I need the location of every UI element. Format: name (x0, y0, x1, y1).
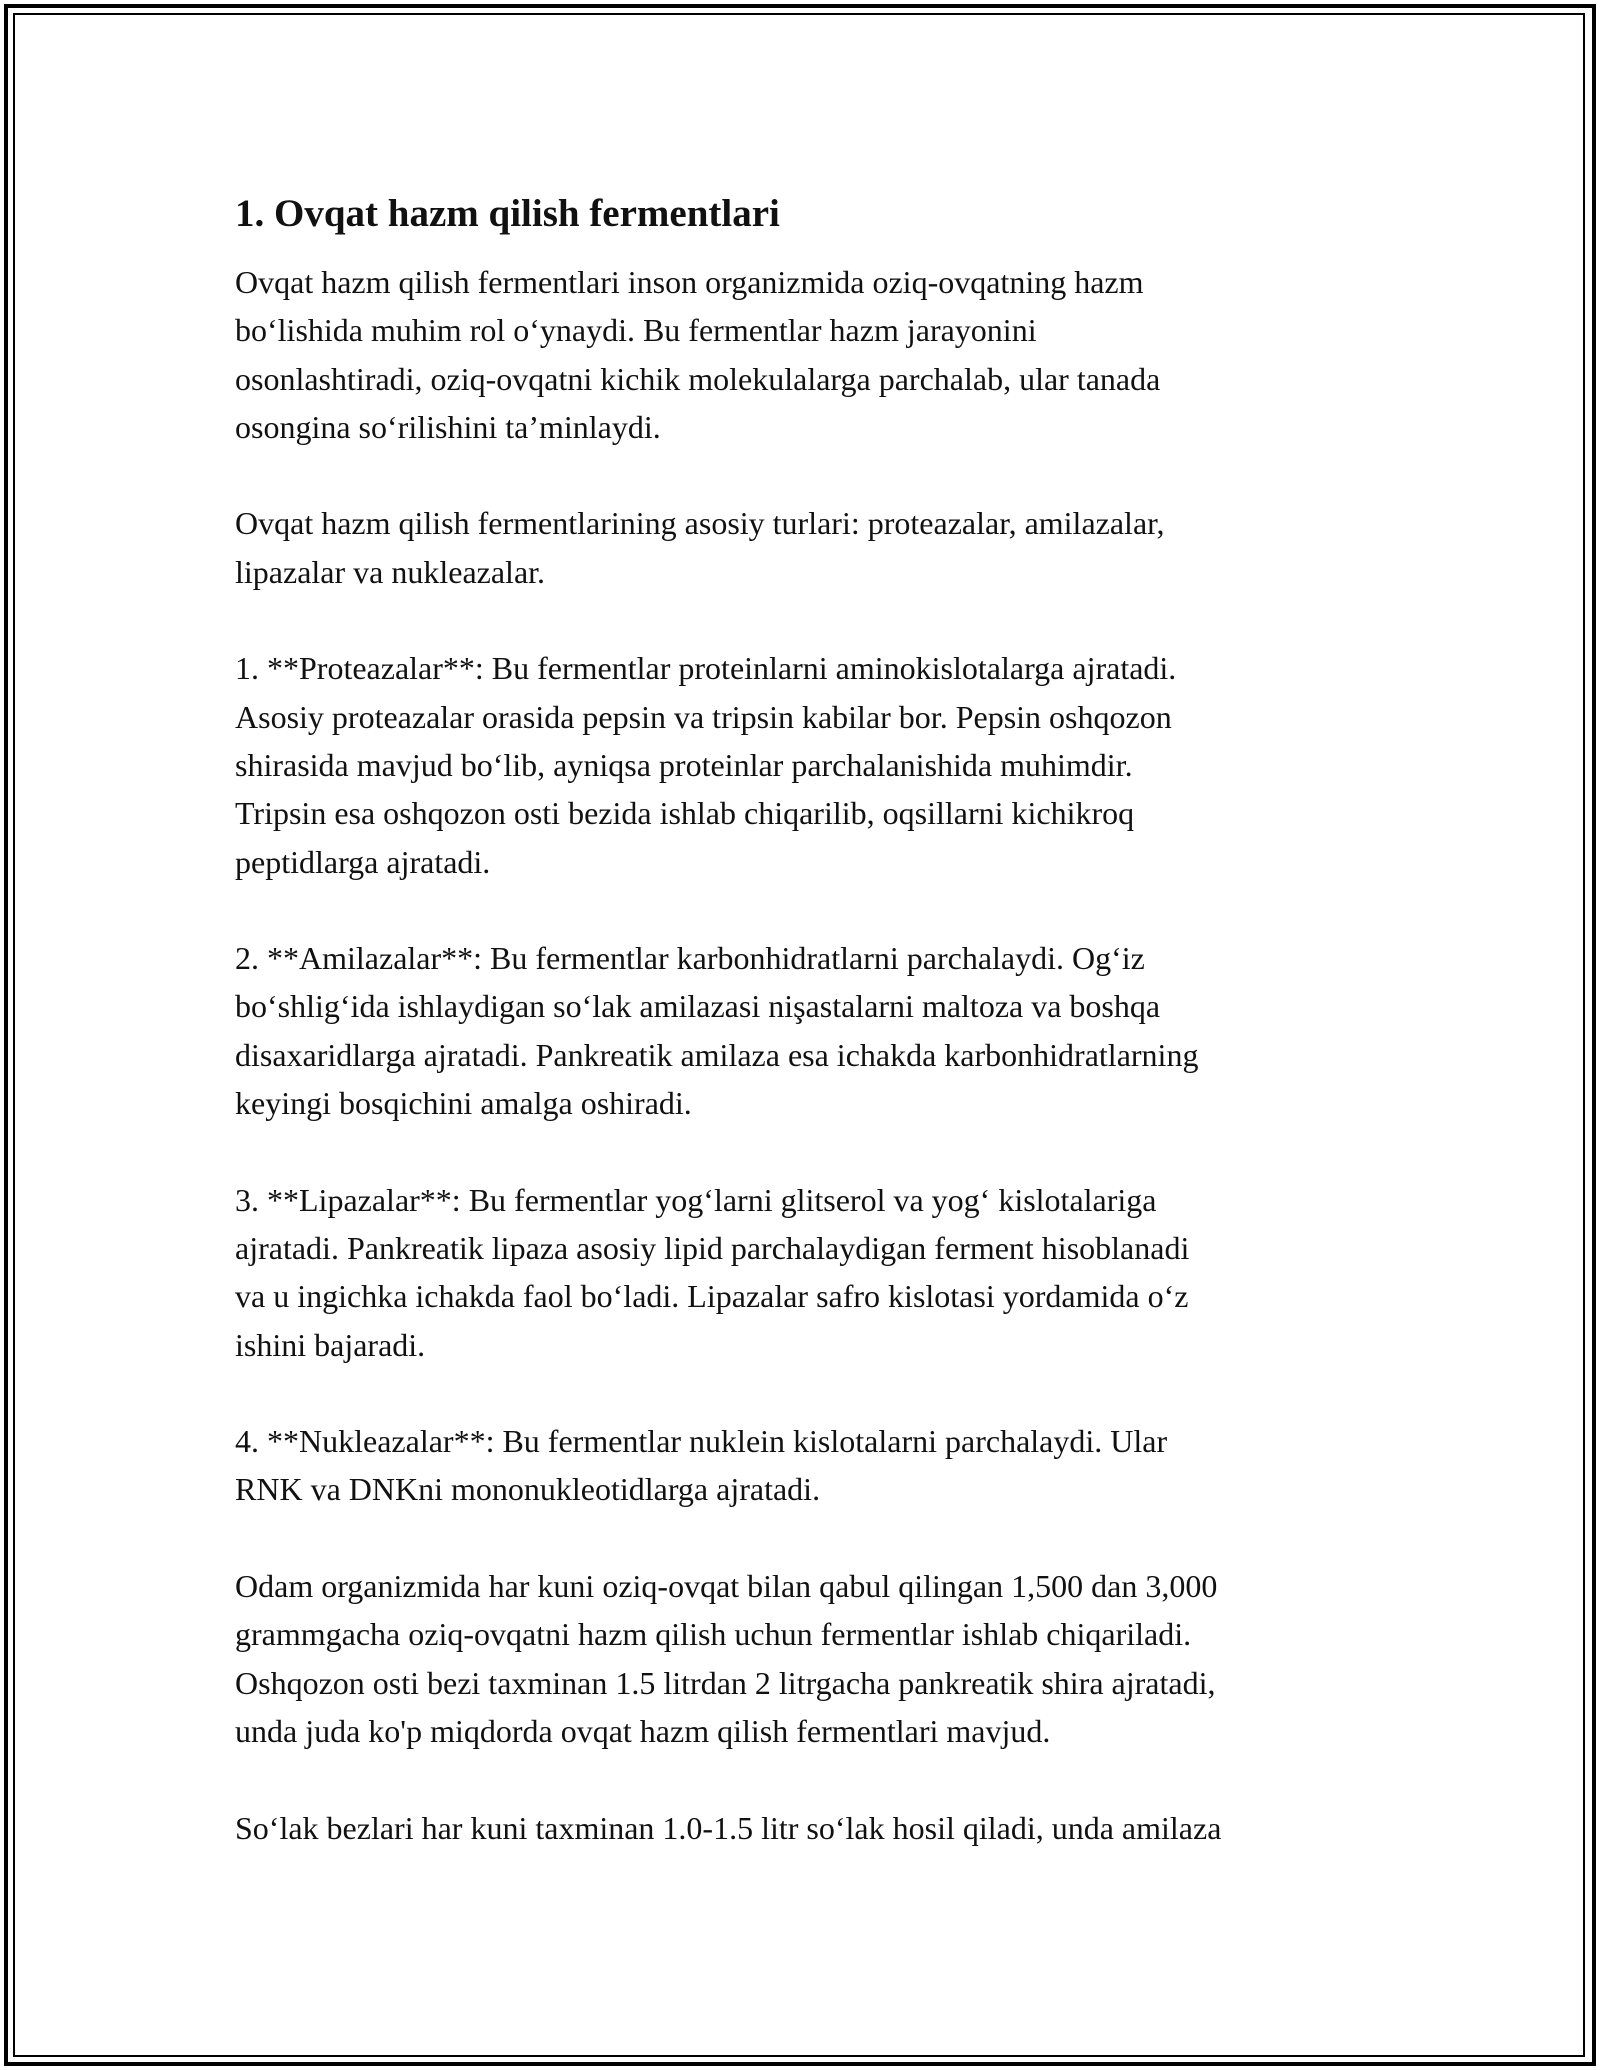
text-line: bo‘lishida muhim rol o‘ynaydi. Bu fermentlar hazm jarayonini (235, 312, 1037, 349)
text-line: Ovqat hazm qilish fermentlari inson organizmida oziq-ovqatning hazm (235, 264, 1144, 300)
text-line: RNK va DNKni mononukleotidlarga ajratadi. (235, 1471, 821, 1508)
text-line: 3. **Lipazalar**: Bu fermentlar yog‘larni glitserol va yog‘ kislotalariga (235, 1181, 1157, 1218)
text-line: Odam organizmida har kuni oziq-ovqat bilan qabul qilingan 1,500 dan 3,000 (235, 1568, 1218, 1605)
text-line: Oshqozon osti bezi taxminan 1.5 litrdan 2 litrgacha pankreatik shira ajratadi, (235, 1664, 1216, 1701)
text-line: 1. **Proteazalar**: Bu fermentlar proteinlarni aminokislotalarga ajratadi. (235, 650, 1177, 687)
paragraph-amylases (235, 934, 1385, 1127)
paragraph-nucleases (235, 1417, 1385, 1514)
text-line: osongina so‘rilishini ta’minlaydi. (235, 408, 661, 445)
text-line: grammgacha oziq-ovqatni hazm qilish uchun fermentlar ishlab chiqariladi. (235, 1616, 1192, 1653)
text-line: ajratadi. Pankreatik lipaza asosiy lipid parchalaydigan ferment hisoblanadi (235, 1229, 1190, 1266)
paragraph-lipases (235, 1176, 1385, 1369)
paragraph-saliva (235, 1804, 1385, 1852)
text-line: Tripsin esa oshqozon osti bezida ishlab chiqarilib, oqsillarni kichikroq (235, 795, 1135, 832)
text-line: 2. **Amilazalar**: Bu fermentlar karbonhidratlarni parchalaydi. Og‘iz (235, 940, 1145, 977)
text-line: disaxaridlarga ajratadi. Pankreatik amilaza esa ichakda karbonhidratlarning (235, 1036, 1199, 1073)
text-line: unda juda ko'p miqdorda ovqat hazm qilish fermentlari mavjud. (235, 1712, 1051, 1749)
paragraph-types (235, 499, 1385, 596)
text-line: So‘lak bezlari har kuni taxminan 1.0-1.5 litr so‘lak hosil qiladi, unda amilaza (235, 1809, 1222, 1846)
text-line: 4. **Nukleazalar**: Bu fermentlar nuklein kislotalarni parchalaydi. Ular (235, 1423, 1168, 1460)
text-line: Ovqat hazm qilish fermentlarining asosiy turlari: proteazalar, amilazalar, (235, 505, 1165, 542)
document-body (235, 190, 1385, 1900)
text-line: peptidlarga ajratadi. (235, 843, 491, 880)
paragraph-proteases (235, 644, 1385, 885)
text-line: ishini bajaradi. (235, 1326, 426, 1363)
paragraph-daily-production (235, 1562, 1385, 1755)
text-line: shirasida mavjud bo‘lib, ayniqsa proteinlar parchalanishida muhimdir. (235, 746, 1133, 783)
text-line: Asosiy proteazalar orasida pepsin va tripsin kabilar bor. Pepsin oshqozon (235, 698, 1172, 735)
text-line: keyingi bosqichini amalga oshiradi. (235, 1085, 692, 1122)
text-line: osonlashtiradi, oziq-ovqatni kichik molekulalarga parchalab, ular tanada (235, 360, 1161, 397)
text-line: lipazalar va nukleazalar. (235, 553, 546, 590)
text-line: bo‘shlig‘ida ishlaydigan so‘lak amilazasi nişastalarni maltoza va boshqa (235, 988, 1161, 1025)
text-line: va u ingichka ichakda faol bo‘ladi. Lipazalar safro kislotasi yordamida o‘z (235, 1278, 1189, 1315)
paragraph-intro (235, 258, 1385, 451)
section-title: 1. Ovqat hazm qilish fermentlari (235, 192, 780, 235)
